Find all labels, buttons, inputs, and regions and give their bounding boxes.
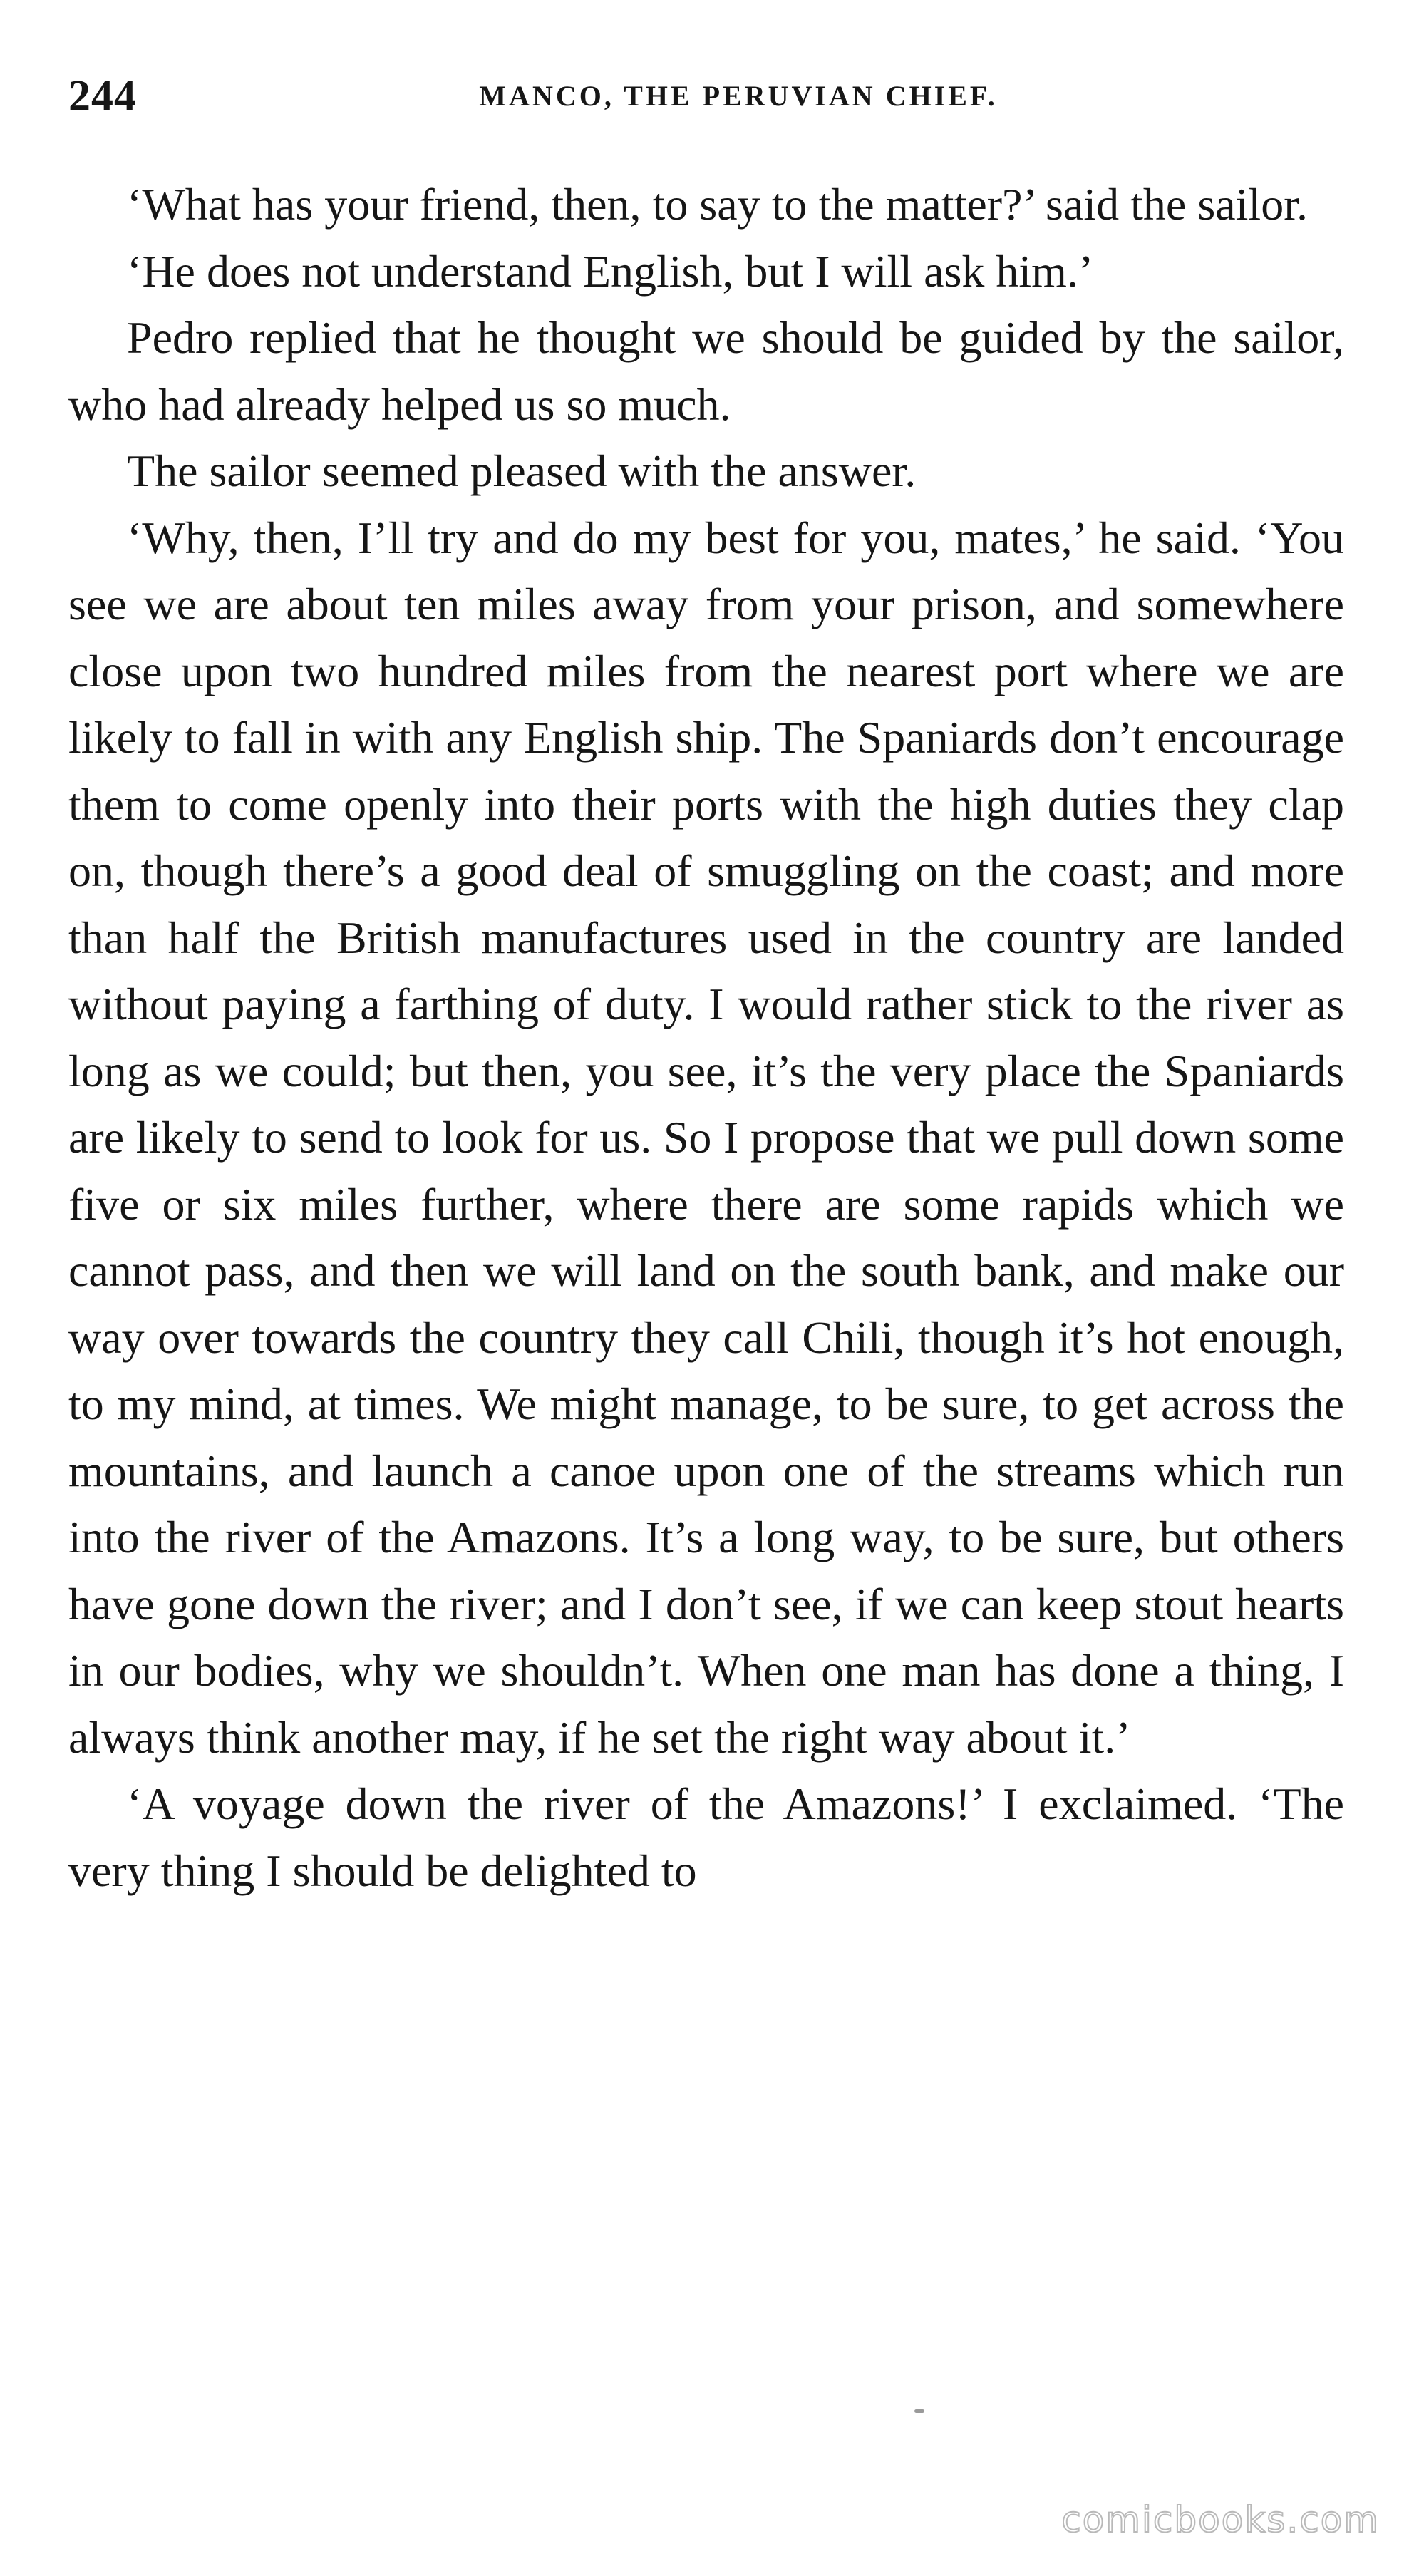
paragraph: ‘Why, then, I’ll try and do my best for you, mates,’ he said. ‘You see we are about ten miles away from your prison, and somewhere close upon two hundred miles from the nearest port where we are likely to fall in with any English ship. The Spaniards don’t encourage them to come openly into their ports with the high duties they clap on, though there’s a good deal of smuggling on the coast; and more than half the British manufactures used in the country are landed without paying a farthing of duty. I would rather stick to the river as long as we could; but then, you see, it’s the very place the Spaniards are likely to send to look for us. So I propose that we pull down some five or six miles further, where there are some rapids which we cannot pass, and then we will land on the south bank, and make our way over towards the country they call Chili, though it’s hot enough, to my mind, at times. We might manage, to be sure, to get across the mountains, and launch a canoe upon one of the streams which run into the river of the Amazons. It’s a long way, to be sure, but others have gone down the river; and I don’t see, if we can keep stout hearts in our bodies, why we shouldn’t. When one man has done a thing, I always think another may, if he set the right way about it.’ [68,512,1344,1763]
ink-speck [914,2409,924,2413]
paragraph: ‘What has your friend, then, to say to the matter?’ said the sailor. [127,179,1308,230]
running-head: MANCO, THE PERUVIAN CHIEF. [479,80,998,112]
paragraph: ‘He does not understand English, but I will ask him.’ [127,245,1094,297]
page-header [68,64,1344,128]
watermark: comicbooks.com [1061,2499,1380,2540]
page-number: 244 [68,72,137,120]
body-text [68,171,1344,1904]
paragraph: The sailor seemed pleased with the answer. [127,445,917,496]
paragraph: ‘A voyage down the river of the Amazons!’ I exclaimed. ‘The very thing I should be delighted to [68,1778,1344,1896]
paragraph: Pedro replied that he thought we should be guided by the sailor, who had already helped us so much. [68,312,1344,430]
